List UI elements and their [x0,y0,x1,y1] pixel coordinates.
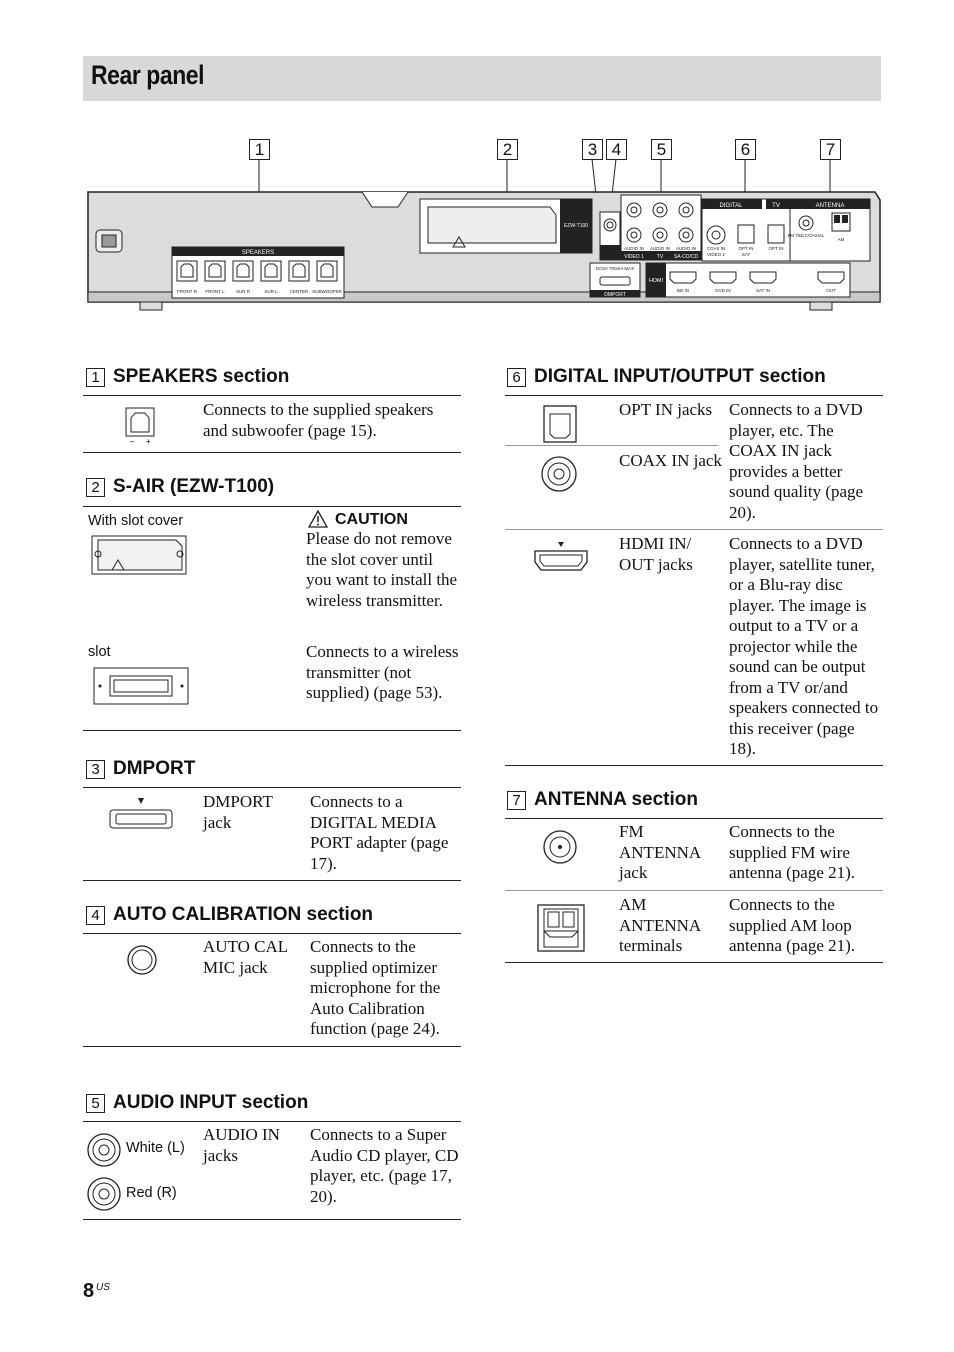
opt-in-jack-icon [542,404,578,444]
caution-icon [307,509,329,529]
hdmi-jack-icon [532,540,590,574]
page-number: 8 [83,1280,95,1302]
divider [83,1219,461,1220]
sat-label: SAT [741,252,751,257]
autocal-section-heading: 4 AUTO CALIBRATION section [86,904,373,926]
slot-cover-icon [90,534,190,578]
divider [505,529,883,530]
dmport-spec: DC5V 700mA MAX [595,266,635,271]
auto-cal-jack-name: AUTO CAL MIC jack [203,937,288,977]
speaker-label-sur-l: SUR L [264,289,278,294]
speaker-label-center: CENTER [289,289,309,294]
fm-label: FM 75Ω COAXIAL [787,233,825,238]
red-r-label: Red (R) [126,1185,177,1201]
page-region-suffix: US [96,1282,110,1293]
divider [83,1121,461,1122]
audio-section-heading: 5 AUDIO INPUT section [86,1092,308,1114]
dmport-label: DMPORT [604,292,626,298]
fm-antenna-description: Connects to the supplied FM wire antenna (page 21). [729,822,856,882]
am-antenna-description: Connects to the supplied AM loop antenna (page 21). [729,895,856,955]
hdmi-sat-in: SAT IN [755,288,771,293]
divider [83,1046,461,1047]
hdmi-out: OUT [826,288,836,293]
divider [83,880,461,881]
divider [505,890,883,891]
dmport-description: Connects to a DIGITAL MEDIA PORT adapter (page 17). [310,792,449,873]
hdmi-description: Connects to a DVD player, satellite tuner, or a Blu-ray disc player. The image is output to a TV or a projector while the sound can be output from a TV or/and speakers connected to this receiver (page 18). [729,534,879,758]
speakers-header: SPEAKERS [241,250,275,256]
hdmi-dvd-in: DVD IN [715,288,731,293]
callout-5: 5 [651,139,672,160]
callout-4: 4 [606,139,627,160]
video2-label: VIDEO 2 [707,252,725,257]
auto-cal-mic-jack-icon [126,944,158,976]
antenna-section-heading: 7 ANTENNA section [507,789,698,811]
hdmi-jacks-name: HDMI IN/ OUT jacks [619,534,693,574]
divider [505,962,883,963]
callout-7: 7 [820,139,841,160]
audio-in-label-1: AUDIO IN [623,246,645,251]
divider [83,452,461,453]
slot-label: slot [88,644,111,660]
caution-text: Please do not remove the slot cover until you want to install the wireless transmitter. [306,529,458,610]
callout-1: 1 [249,139,270,160]
coax-in-jack-icon [540,455,578,493]
divider [505,445,718,446]
svg-text:–: – [130,437,135,446]
svg-text:+: + [146,437,151,446]
opt-in-sat-label: OPT IN [738,246,754,251]
divider [505,818,883,819]
opt-in-jacks-name: OPT IN jacks [619,400,713,419]
white-l-label: White (L) [126,1140,185,1156]
am-antenna-terminals-icon [536,903,586,953]
speaker-label-front-l: FRONT L [205,289,225,294]
callout-2: 2 [497,139,518,160]
coax-in-jack-name: COAX IN jack [619,451,722,470]
slot-icon [92,666,192,708]
opt-coax-description: Connects to a DVD player, etc. The COAX IN jack provides a better sound quality (page 20). [729,400,864,522]
ezw-label: EZW-T100 [563,223,589,229]
with-slot-cover-label: With slot cover [88,513,184,529]
dmport-jack-name: DMPORT jack [203,792,273,832]
dmport-jack-icon [108,796,174,832]
speakers-description: Connects to the supplied speakers and subwoofer (page 15). [203,400,434,440]
fm-antenna-jack-name: FM ANTENNA jack [619,822,701,882]
divider [505,395,883,396]
antenna-header: ANTENNA [815,203,845,209]
dmport-section-heading: 3 DMPORT [86,758,195,780]
audio-in-label-2: AUDIO IN [649,246,671,251]
page-title: Rear panel [91,60,205,90]
rca-jack-red-icon [86,1176,122,1212]
tv-label: TV [656,254,664,260]
sacd-label: SA-CD/CD [673,254,699,260]
speaker-jack-icon [124,406,158,446]
hdmi-bd-in: BD IN [676,288,690,293]
audio-in-label-3: AUDIO IN [675,246,697,251]
caution-title: CAUTION [335,511,408,528]
speaker-label-front-r: FRONT R [177,289,197,294]
coax-in-label: COAX IN [706,246,726,251]
sair-section-heading: 2 S-AIR (EZW-T100) [86,476,274,498]
digital-header: DIGITAL [719,203,743,209]
tv-header: TV [772,203,780,209]
opt-in-tv-label: OPT IN [768,246,784,251]
rear-panel-illustration [80,155,885,325]
am-label: AM [837,237,845,242]
divider [83,933,461,934]
callout-6: 6 [735,139,756,160]
video1-label: VIDEO 1 [624,254,644,260]
divider [83,395,461,396]
am-antenna-terminals-name: AM ANTENNA terminals [619,895,701,955]
speaker-label-subwoofer: SUBWOOFER [312,289,342,294]
autocal-description: Connects to the supplied optimizer microphone for the Auto Calibration function (page 24). [310,937,441,1038]
speaker-label-sur-r: SUR R [235,289,251,294]
slot-description: Connects to a wireless transmitter (not supplied) (page 53). [306,642,459,702]
divider [83,506,461,507]
divider [83,730,461,731]
callout-3: 3 [582,139,603,160]
hdmi-label: HDMI [648,278,664,284]
digital-section-heading: 6 DIGITAL INPUT/OUTPUT section [507,366,826,388]
fm-antenna-jack-icon [542,829,578,865]
divider [505,765,883,766]
divider [83,787,461,788]
speakers-section-heading: 1 SPEAKERS section [86,366,289,388]
audio-in-jacks-name: AUDIO IN jacks [203,1125,280,1165]
audio-description: Connects to a Super Audio CD player, CD player, etc. (page 17, 20). [310,1125,459,1206]
rca-jack-white-icon [86,1132,122,1168]
